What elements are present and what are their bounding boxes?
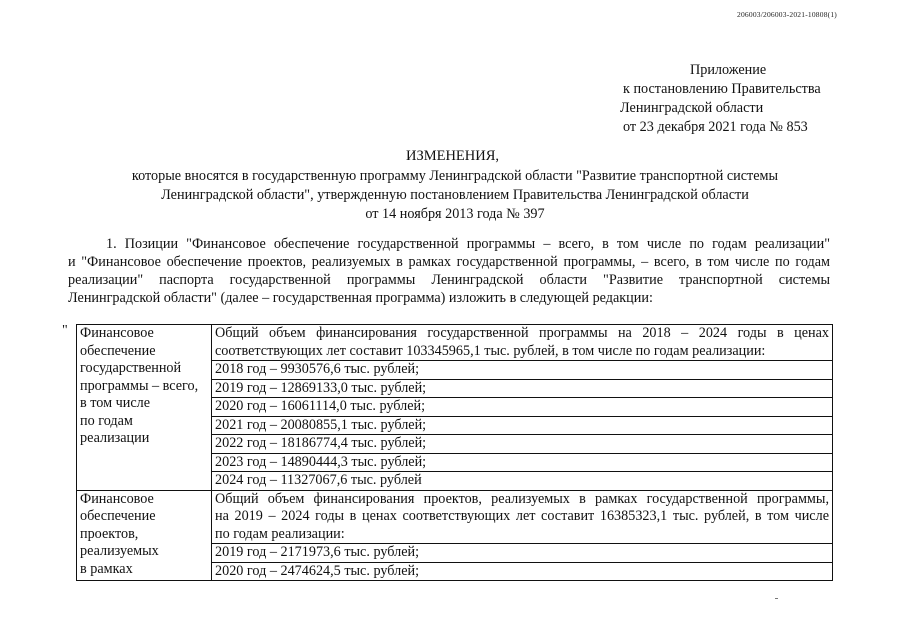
intro-line: по годам реализации:: [215, 525, 345, 542]
appendix-title: Приложение: [690, 62, 767, 78]
appendix-block: [620, 61, 850, 137]
label-line: в рамках: [80, 560, 133, 577]
intro-line: соответствующих лет составит 103345965,1 тыс. рублей, в том числе по годам реализации:: [215, 342, 766, 359]
financing-intro: [215, 491, 829, 544]
financing-intro: [215, 325, 829, 360]
label-line: Финансовое: [80, 325, 154, 341]
appendix-line-3: от 23 декабря 2021 года № 853: [623, 119, 808, 135]
scan-speck: [775, 598, 778, 599]
document-id: 206003/206003-2021-10808(1): [737, 10, 837, 19]
paragraph-line: Ленинградской области" (далее – государственная программа) изложить в следующей редакции:: [68, 290, 653, 306]
intro-line: Общий объем финансирования государственной программы на 2018 – 2024 годы в ценах: [215, 325, 829, 341]
row-content-cell: [212, 325, 833, 491]
paragraph-line: реализации" паспорта государственной программы Ленинградской области "Развитие транспортной системы: [68, 272, 830, 288]
year-amount-row: 2022 год – 18186774,4 тыс. рублей;: [212, 434, 832, 453]
year-amount-row: 2023 год – 14890444,3 тыс. рублей;: [212, 453, 832, 472]
year-amount-row: 2020 год – 16061114,0 тыс. рублей;: [212, 397, 832, 416]
intro-line: Общий объем финансирования проектов, реализуемых в рамках государственной программы,: [215, 490, 829, 507]
subtitle-line: от 14 ноября 2013 года № 397: [365, 206, 545, 222]
label-line: реализуемых: [80, 543, 159, 559]
intro-line: на 2019 – 2024 годы в ценах соответствующих лет составит 16385323,1 тыс. рублей, в том числе: [215, 508, 829, 524]
label-line: Финансовое: [80, 490, 154, 507]
appendix-line-1: к постановлению Правительства: [623, 81, 821, 97]
year-amount-row: 2024 год – 11327067,6 тыс. рублей: [212, 471, 832, 490]
document-title: ИЗМЕНЕНИЯ,: [405, 148, 500, 164]
year-amount-row: 2019 год – 2171973,6 тыс. рублей;: [212, 543, 832, 562]
appendix-line-2: Ленинградской области: [620, 100, 764, 116]
paragraph-1: [68, 235, 830, 307]
opening-quote-mark: ": [62, 323, 68, 338]
label-line: реализации: [80, 430, 150, 446]
label-line: государственной: [80, 360, 182, 376]
year-amount-row: 2019 год – 12869133,0 тыс. рублей;: [212, 379, 832, 398]
label-line: по годам: [80, 412, 133, 429]
table-row: [77, 325, 833, 491]
label-line: программы – всего,: [80, 377, 199, 394]
row-label-cell: [77, 325, 212, 491]
label-line: в том числе: [80, 395, 151, 411]
label-line: обеспечение: [80, 508, 156, 524]
document-subtitle: [110, 167, 800, 224]
label-line: обеспечение: [80, 342, 156, 359]
row-content-cell: [212, 490, 833, 581]
subtitle-line: которые вносятся в государственную программу Ленинградской области "Развитие транспортной системы: [131, 168, 779, 184]
label-line: проектов,: [80, 525, 139, 542]
year-amount-row: 2018 год – 9930576,6 тыс. рублей;: [212, 360, 832, 379]
row-label-cell: [77, 490, 212, 581]
financing-table: [76, 324, 833, 581]
paragraph-line: и "Финансовое обеспечение проектов, реализуемых в рамках государственной программы, – всего, в том числе по годам: [68, 254, 830, 270]
year-amount-row: 2020 год – 2474624,5 тыс. рублей;: [212, 562, 832, 581]
table-row: [77, 490, 833, 581]
year-amount-row: 2021 год – 20080855,1 тыс. рублей;: [212, 416, 832, 435]
subtitle-line: Ленинградской области", утвержденную постановлением Правительства Ленинградской области: [161, 187, 749, 203]
paragraph-line: 1. Позиции "Финансовое обеспечение государственной программы – всего, в том числе по годам реализации": [106, 236, 830, 252]
